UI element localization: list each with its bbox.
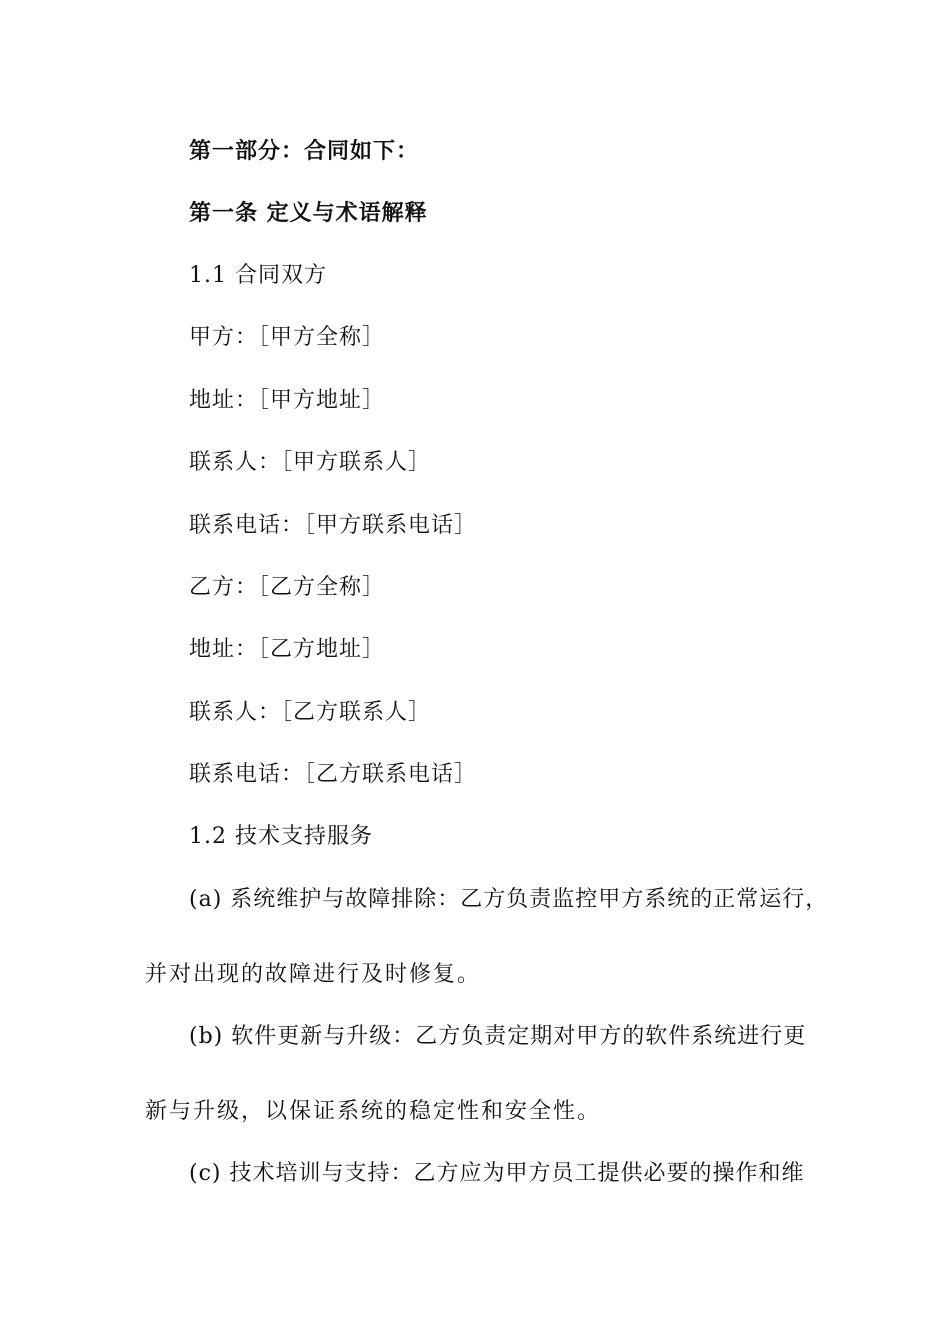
item-b-line-2: 新与升级，以保证系统的稳定性和安全性。: [145, 1099, 602, 1124]
article-heading: 第一条 定义与术语解释: [189, 201, 428, 226]
party-b-name: 乙方：［乙方全称］: [189, 575, 386, 600]
party-a-phone: 联系电话：［甲方联系电话］: [189, 513, 478, 538]
section-1-2-heading: 1.2 技术支持服务: [189, 824, 373, 849]
party-b-phone: 联系电话：［乙方联系电话］: [189, 762, 478, 787]
party-a-contact: 联系人：［甲方联系人］: [189, 450, 432, 475]
item-a-line-1: (a) 系统维护与故障排除：乙方负责监控甲方系统的正常运行，: [189, 887, 829, 912]
party-a-name: 甲方：［甲方全称］: [189, 325, 386, 350]
party-b-address: 地址：［乙方地址］: [189, 637, 386, 662]
item-b-line-1: (b) 软件更新与升级：乙方负责定期对甲方的软件系统进行更: [189, 1024, 807, 1049]
part-heading: 第一部分：合同如下：: [189, 139, 420, 164]
item-c-line-1: (c) 技术培训与支持：乙方应为甲方员工提供必要的操作和维: [189, 1161, 805, 1186]
section-1-1-heading: 1.1 合同双方: [189, 263, 327, 288]
item-a-line-2: 并对出现的故障进行及时修复。: [145, 962, 482, 987]
party-b-contact: 联系人：［乙方联系人］: [189, 700, 432, 725]
party-a-address: 地址：［甲方地址］: [189, 388, 386, 413]
